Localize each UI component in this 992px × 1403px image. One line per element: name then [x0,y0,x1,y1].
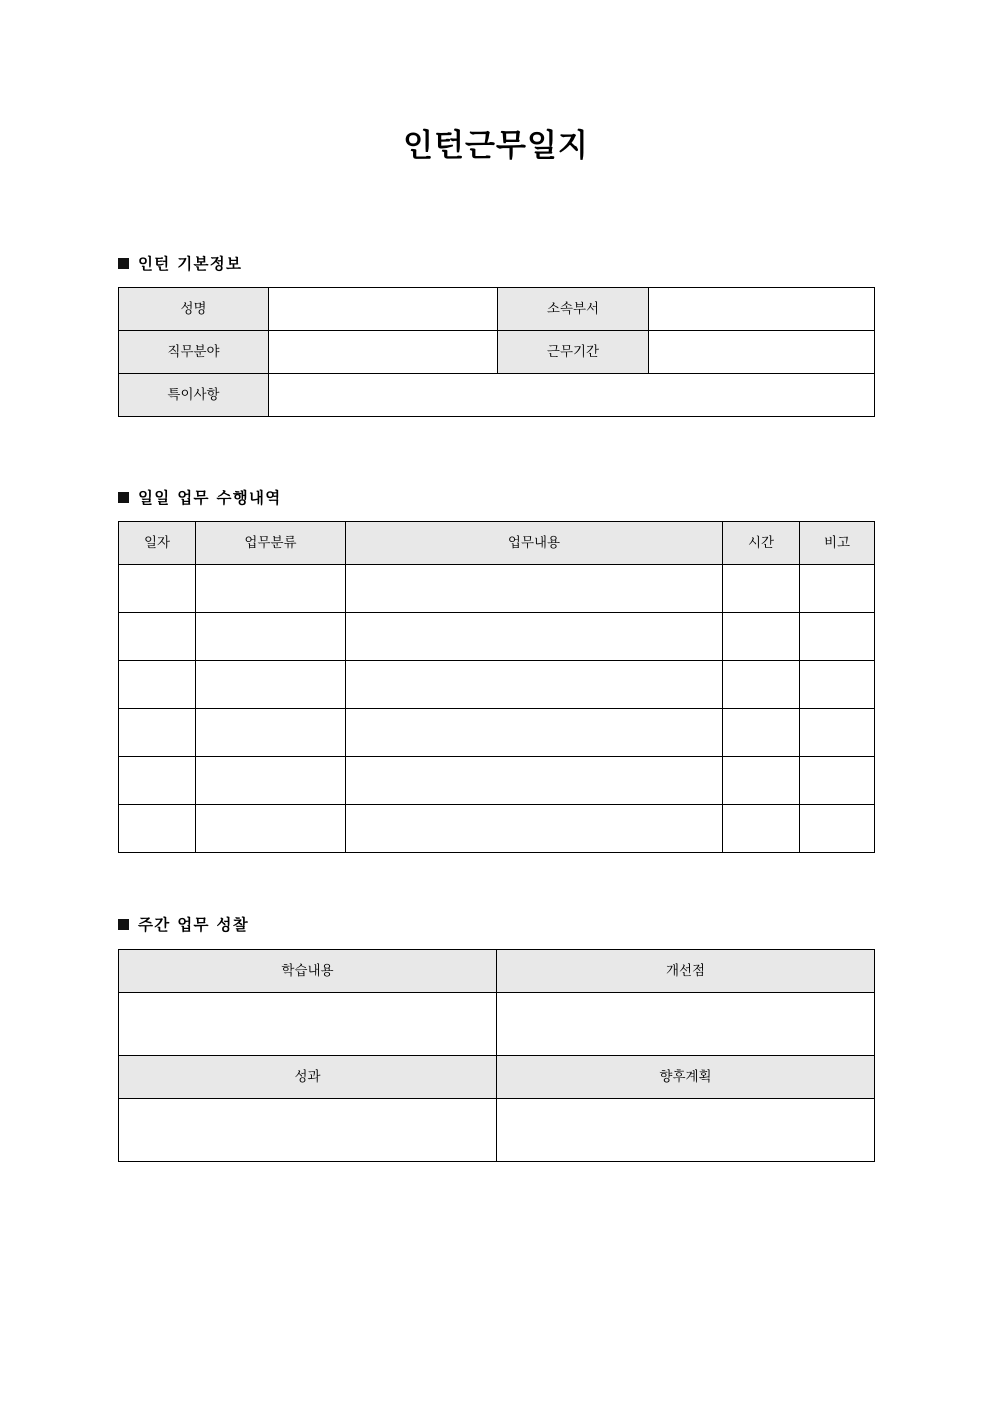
cell-future-plan[interactable] [497,1099,875,1162]
table-row [119,757,875,805]
cell-notes[interactable] [800,661,875,709]
cell-learning-content[interactable] [119,993,497,1056]
table-row [119,288,875,331]
cell-hours[interactable] [723,709,800,757]
table-row [119,1099,875,1162]
field-value-name[interactable] [269,288,498,331]
section-heading-weekly-reflection [118,913,249,935]
section-heading-basic-info [118,252,242,274]
page-title: 인턴근무일지 [403,128,589,164]
field-value-job-area[interactable] [269,331,498,374]
table-row [119,661,875,709]
field-label-name: 성명 [119,288,269,331]
table-header-row [119,950,875,993]
table-header-row [119,522,875,565]
column-header-achievements: 성과 [119,1056,497,1099]
field-value-remarks[interactable] [269,374,875,417]
cell-task-detail[interactable] [346,757,723,805]
cell-task-category[interactable] [196,805,346,853]
cell-hours[interactable] [723,565,800,613]
table-row [119,565,875,613]
field-label-work-period: 근무기간 [498,331,649,374]
daily-work-log-table [118,521,875,853]
cell-notes[interactable] [800,709,875,757]
cell-task-category[interactable] [196,757,346,805]
column-header-future-plan: 향후계획 [497,1056,875,1099]
field-value-department[interactable] [649,288,875,331]
cell-improvement-points[interactable] [497,993,875,1056]
section-heading-daily-log [118,486,282,508]
column-header-notes: 비고 [800,522,875,565]
cell-task-category[interactable] [196,709,346,757]
intern-basic-info-table [118,287,875,417]
cell-date[interactable] [119,709,196,757]
cell-task-category[interactable] [196,613,346,661]
weekly-reflection-table [118,949,875,1162]
cell-date[interactable] [119,805,196,853]
cell-notes[interactable] [800,805,875,853]
cell-task-detail[interactable] [346,709,723,757]
cell-date[interactable] [119,613,196,661]
cell-task-detail[interactable] [346,805,723,853]
field-label-department: 소속부서 [498,288,649,331]
cell-hours[interactable] [723,805,800,853]
cell-date[interactable] [119,565,196,613]
cell-notes[interactable] [800,565,875,613]
column-header-task-detail: 업무내용 [346,522,723,565]
table-row [119,374,875,417]
section-heading-label: 인턴 기본정보 [138,255,243,273]
section-heading-label: 일일 업무 수행내역 [138,489,282,507]
table-row [119,331,875,374]
cell-task-detail[interactable] [346,661,723,709]
column-header-hours: 시간 [723,522,800,565]
column-header-improvement-points: 개선점 [497,950,875,993]
square-bullet-icon [118,492,129,503]
table-row [119,993,875,1056]
table-row [119,613,875,661]
cell-date[interactable] [119,757,196,805]
field-value-work-period[interactable] [649,331,875,374]
table-header-row [119,1056,875,1099]
section-heading-label: 주간 업무 성찰 [138,916,250,934]
table-row [119,805,875,853]
cell-hours[interactable] [723,613,800,661]
cell-task-detail[interactable] [346,565,723,613]
cell-task-detail[interactable] [346,613,723,661]
column-header-learning-content: 학습내용 [119,950,497,993]
table-row [119,709,875,757]
square-bullet-icon [118,258,129,269]
cell-notes[interactable] [800,757,875,805]
cell-task-category[interactable] [196,565,346,613]
column-header-date: 일자 [119,522,196,565]
cell-hours[interactable] [723,661,800,709]
cell-hours[interactable] [723,757,800,805]
column-header-task-category: 업무분류 [196,522,346,565]
field-label-job-area: 직무분야 [119,331,269,374]
cell-task-category[interactable] [196,661,346,709]
cell-notes[interactable] [800,613,875,661]
cell-date[interactable] [119,661,196,709]
field-label-remarks: 특이사항 [119,374,269,417]
cell-achievements[interactable] [119,1099,497,1162]
square-bullet-icon [118,919,129,930]
